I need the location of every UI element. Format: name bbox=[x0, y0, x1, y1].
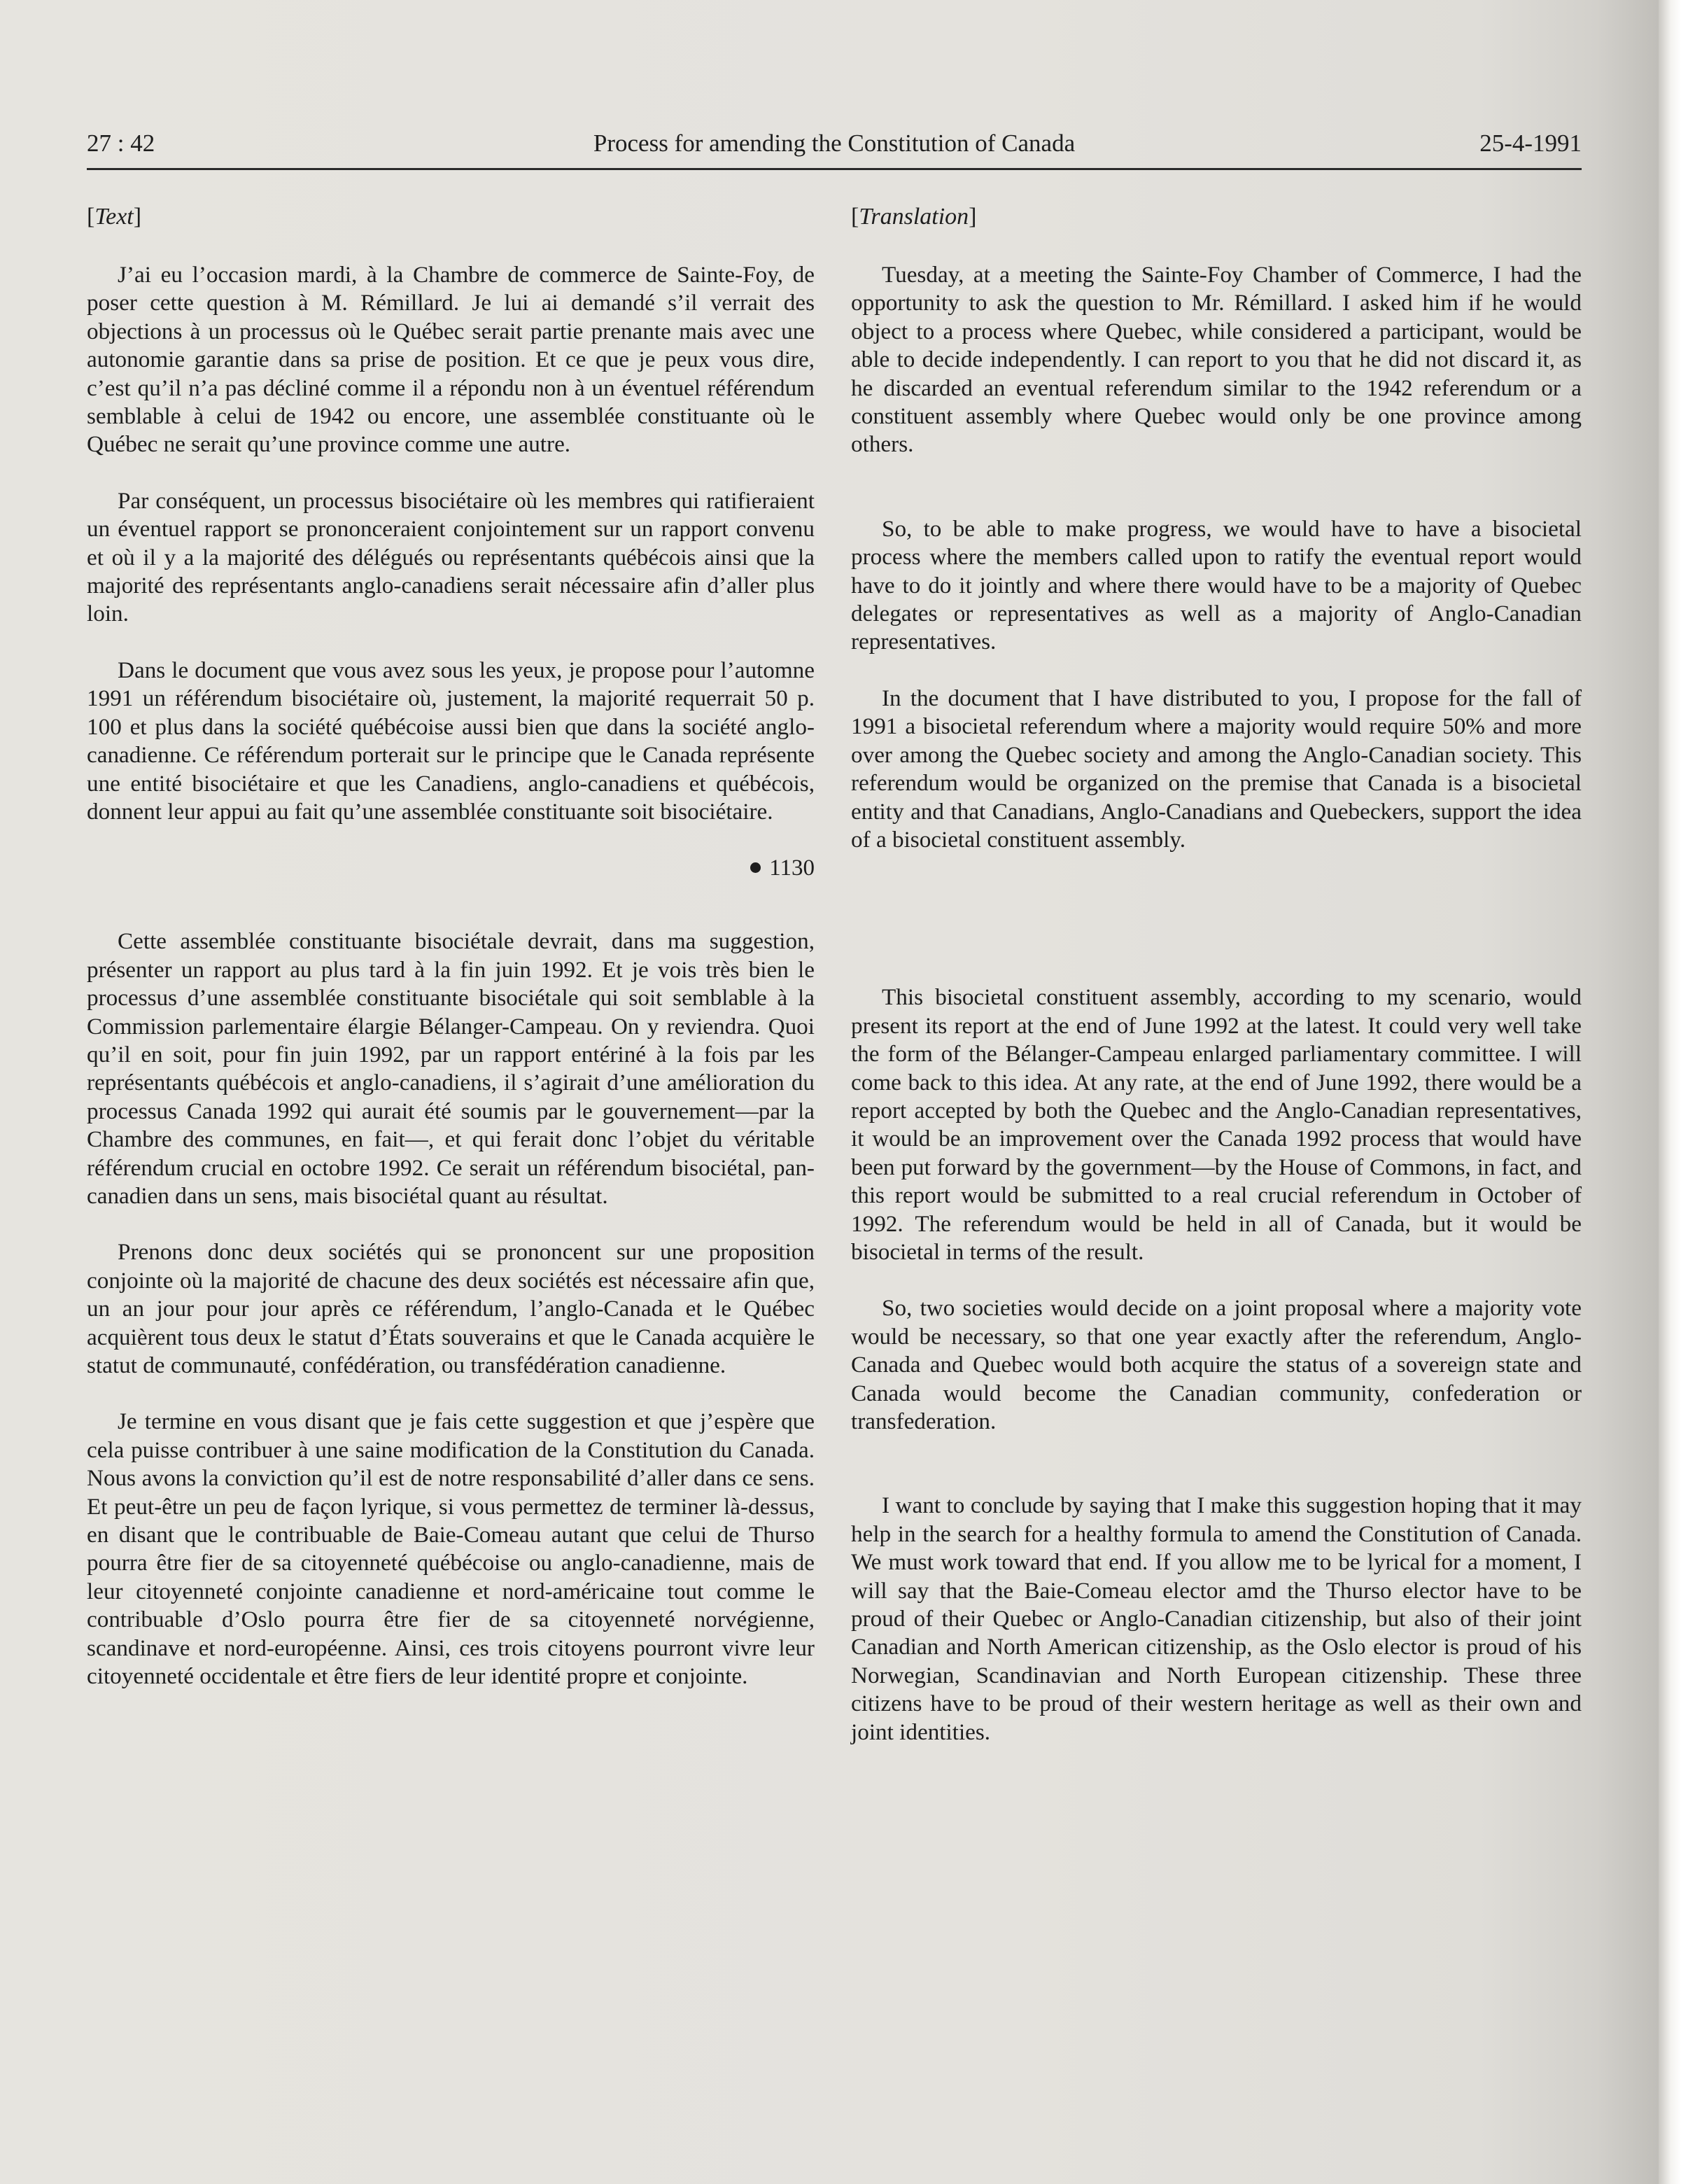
page-edge-shadow bbox=[1659, 0, 1681, 2184]
right-paragraph-4: This bisocietal constituent assembly, according to my scenario, would present its report at the end of June 1992 at the latest. It could very well take the form of the Bélanger-Campeau enlarged parliamentary committee. I will come back to this idea. At any rate, at the end of June 1992, there would be a report accepted by both the Quebec and the Anglo-Canadian representatives, it would be an improvement over the Canada 1992 process that would have been put forward by the government—by the House of Commons, in fact, and this report would be submitted to a real crucial referendum in October of 1992. The referendum would be held in all of Canada, but it would be bisocietal in terms of the result. bbox=[851, 984, 1582, 1265]
right-paragraph-2: So, to be able to make progress, we would have to have a bisocietal process where the members called upon to ratify the eventual report would have to do it jointly and where there would have to be a majority of Quebec delegates or representatives as well as a majority of Anglo-Canadian representatives. bbox=[851, 515, 1582, 655]
section-label-text: [Text] bbox=[87, 204, 142, 230]
left-column-french bbox=[87, 203, 815, 1690]
running-header bbox=[87, 128, 1582, 163]
right-paragraph-3: In the document that I have distributed to you, I propose for the fall of 1991 a bisocietal referendum where a majority would require 50% and more over among the Quebec society and among the Anglo-Canadian society. This referendum would be organized on the premise that Canada is a bisocietal entity and that Canadians, Anglo-Canadians and Quebeckers, support the idea of a bisocietal constituent assembly. bbox=[851, 685, 1582, 853]
time-marker-value: 1130 bbox=[769, 855, 815, 881]
time-marker bbox=[87, 854, 815, 882]
left-paragraph-2: Par conséquent, un processus bisociétaire où les membres qui ratifieraient un éventuel rapport se prononceraient conjointement sur un rapport convenu et où il y a la majorité des délégués ou représentants québécois ainsi que la majorité des représentants anglo-canadiens serait nécessaire afin d’aller plus loin. bbox=[87, 487, 815, 627]
page-number: 27 : 42 bbox=[87, 130, 155, 157]
left-paragraph-5: Prenons donc deux sociétés qui se prononcent sur une proposition conjointe où la majorité de chacune des deux sociétés est nécessaire afin que, un an jour pour jour après ce référendum, l’anglo-Canada et le Québec acquièrent tous deux le statut d’États souverains et que le Canada acquière le statut de communauté, confédération, ou transfédération canadienne. bbox=[87, 1239, 815, 1378]
right-paragraph-6: I want to conclude by saying that I make this suggestion hoping that it may help in the search for a healthy formula to amend the Constitution of Canada. We must work toward that end. If you allow me to be lyrical for a moment, I will say that the Baie-Comeau elector amd the Thurso elector have to be proud of their Quebec or Anglo-Canadian citizenship, but also of their joint Canadian and North American citizenship, as the Oslo elector is proud of his Norwegian, Scandinavian and North European citizenship. These three citizens have to be proud of their western heritage as well as their own and joint identities. bbox=[851, 1492, 1582, 1745]
right-column-english bbox=[851, 203, 1582, 1746]
bullet-dot-icon bbox=[750, 862, 761, 873]
section-label-translation: [Translation] bbox=[851, 204, 977, 230]
left-paragraph-4: Cette assemblée constituante bisociétale devrait, dans ma suggestion, présenter un rapport au plus tard à la fin juin 1992. Et je vois très bien le processus d’une assemblée constituante bisociétale qui soit semblable à la Commission parlementaire élargie Bélanger-Campeau. On y reviendra. Quoi qu’il en soit, pour fin juin 1992, par un rapport entériné à la fois par les représentants québécois et anglo-canadiens, il s’agirait d’une amélioration du processus Canada 1992 qui aurait été soumis par le gouvernement—par la Chambre des communes, en fait—, et qui ferait donc l’objet du véritable référendum crucial en octobre 1992. Ce serait un référendum bisociétal, pan-canadien dans un sens, mais bisociétal quant au résultat. bbox=[87, 928, 815, 1209]
header-rule bbox=[87, 168, 1582, 170]
left-paragraph-6: Je termine en vous disant que je fais cette suggestion et que j’espère que cela puisse contribuer à une saine modification de la Constitution du Canada. Nous avons la conviction qu’il est de notre responsabilité d’aller dans ce sens. Et peut-être un peu de façon lyrique, si vous permettez de terminer là-dessus, en disant que le contribuable de Baie-Comeau autant que celui de Thurso pourra être fier de sa citoyenneté québécoise ou anglo-canadienne, mais de leur citoyenneté conjointe canadienne et nord-américaine tout comme le contribuable d’Oslo pourra être fier de sa citoyenneté norvégienne, scandinave et nord-européenne. Ainsi, ces trois citoyens pourront vivre leur citoyenneté occidentale et être fiers de leur identité propre et conjointe. bbox=[87, 1408, 815, 1690]
right-paragraph-5: So, two societies would decide on a joint proposal where a majority vote would be necessary, so that one year exactly after the referendum, Anglo-Canada and Quebec would both acquire the status of a sovereign state and Canada would become the Canadian community, confederation or transfederation. bbox=[851, 1295, 1582, 1434]
header-date: 25-4-1991 bbox=[1479, 130, 1582, 157]
left-paragraph-1: J’ai eu l’occasion mardi, à la Chambre de commerce de Sainte-Foy, de poser cette question à M. Rémillard. Je lui ai demandé s’il verrait des objections à un processus où le Québec serait partie prenante mais avec une autonomie garantie dans sa prise de position. Et ce que je peux vous dire, c’est qu’il n’a pas décliné comme il a répondu non à un éventuel référendum semblable à celui de 1942 ou encore, une assemblée constituante où le Québec ne serait qu’une province comme une autre. bbox=[87, 262, 815, 458]
left-paragraph-3: Dans le document que vous avez sous les yeux, je propose pour l’automne 1991 un référendum bisociétaire où, justement, la majorité requerrait 50 p. 100 et plus dans la société québécoise aussi bien que dans la société anglo-canadienne. Ce référendum porterait sur le principe que le Canada représente une entité bisociétaire et que les Canadiens, anglo-canadiens et québécois, donnent leur appui au fait qu’une assemblée constituante soit bisociétaire. bbox=[87, 657, 815, 825]
right-paragraph-1: Tuesday, at a meeting the Sainte-Foy Chamber of Commerce, I had the opportunity to ask the question to Mr. Rémillard. I asked him if he would object to a process where Quebec, while considered a participant, would be able to decide independently. I can report to you that he did not discard it, as he discarded an eventual referendum similar to the 1942 referendum or a constituent assembly where Quebec would only be one province among others. bbox=[851, 262, 1582, 458]
document-title: Process for amending the Constitution of Canada bbox=[593, 130, 1076, 157]
